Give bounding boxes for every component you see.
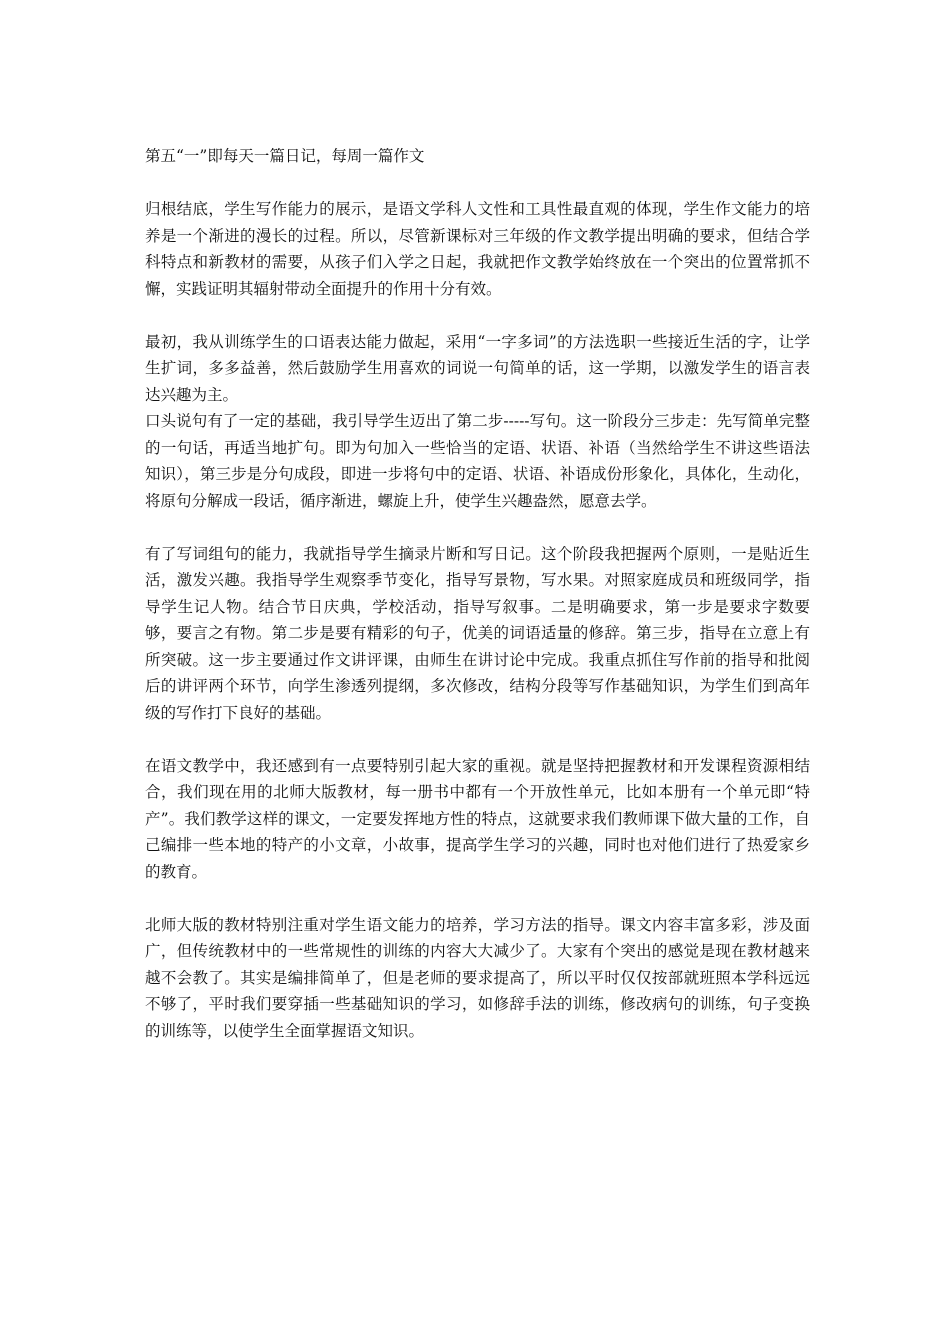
paragraph-2: 最初，我从训练学生的口语表达能力做起，采用“一字多词”的方法选职一些接近生活的字，让学生扩词，多多益善，然后鼓励学生用喜欢的词说一句简单的话，这一学期，以激发学生的语言表达兴趣为主。 [145, 332, 810, 404]
paragraph-spacer [145, 885, 810, 912]
paragraph-3: 口头说句有了一定的基础，我引导学生迈出了第二步-----写句。这一阶段分三步走：先写简单完整的一句话，再适当地扩句。即为句加入一些恰当的定语、状语、补语（当然给学生不讲这些语法知识），第三步是分句成段，即进一步将句中的定语、状语、补语成份形象化，具体化，生动化，将原句分解成一段话，循序渐进，螺旋上升，使学生兴趣盎然，愿意去学。 [145, 412, 810, 510]
paragraph-spacer [145, 514, 810, 541]
paragraph-spacer [145, 726, 810, 753]
paragraph-4: 有了写词组句的能力，我就指导学生摘录片断和写日记。这个阶段我把握两个原则，一是贴近生活，激发兴趣。我指导学生观察季节变化，指导写景物，写水果。对照家庭成员和班级同学，指导学生记人物。结合节日庆典，学校活动，指导写叙事。二是明确要求，第一步是要求字数要够，要言之有物。第二步是要有精彩的句子，优美的词语适量的修辞。第三步，指导在立意上有所突破。这一步主要通过作文讲评课，由师生在讲讨论中完成。我重点抓住写作前的指导和批阅后的讲评两个环节，向学生渗透列提纲，多次修改，结构分段等写作基础知识，为学生们到高年级的写作打下良好的基础。 [145, 544, 810, 722]
paragraph-1: 归根结底，学生写作能力的展示，是语文学科人文性和工具性最直观的体现，学生作文能力的培养是一个渐进的漫长的过程。所以，尽管新课标对三年级的作文教学提出明确的要求，但结合学科特点和新教材的需要，从孩子们入学之日起，我就把作文教学始终放在一个突出的位置常抓不懈，实践证明其辐射带动全面提升的作用十分有效。 [145, 200, 810, 298]
paragraph-spacer [145, 170, 810, 197]
document-heading: 第五“一”即每天一篇日记，每周一篇作文 [145, 147, 425, 165]
document-body [145, 143, 810, 1044]
paragraph-5: 在语文教学中，我还感到有一点要特别引起大家的重视。就是坚持把握教材和开发课程资源相结合，我们现在用的北师大版教材，每一册书中都有一个开放性单元，比如本册有一个单元即“特产”。我们教学这样的课文，一定要发挥地方性的特点，这就要求我们教师课下做大量的工作，自己编排一些本地的特产的小文章，小故事，提高学生学习的兴趣，同时也对他们进行了热爱家乡的教育。 [145, 756, 810, 881]
paragraph-6: 北师大版的教材特别注重对学生语文能力的培养，学习方法的指导。课文内容丰富多彩，涉及面广，但传统教材中的一些常规性的训练的内容大大减少了。大家有个突出的感觉是现在教材越来越不会教了。其实是编排简单了，但是老师的要求提高了，所以平时仅仅按部就班照本学科远远不够了，平时我们要穿插一些基础知识的学习，如修辞手法的训练，修改病句的训练，句子变换的训练等，以使学生全面掌握语文知识。 [145, 915, 810, 1040]
paragraph-spacer [145, 302, 810, 329]
